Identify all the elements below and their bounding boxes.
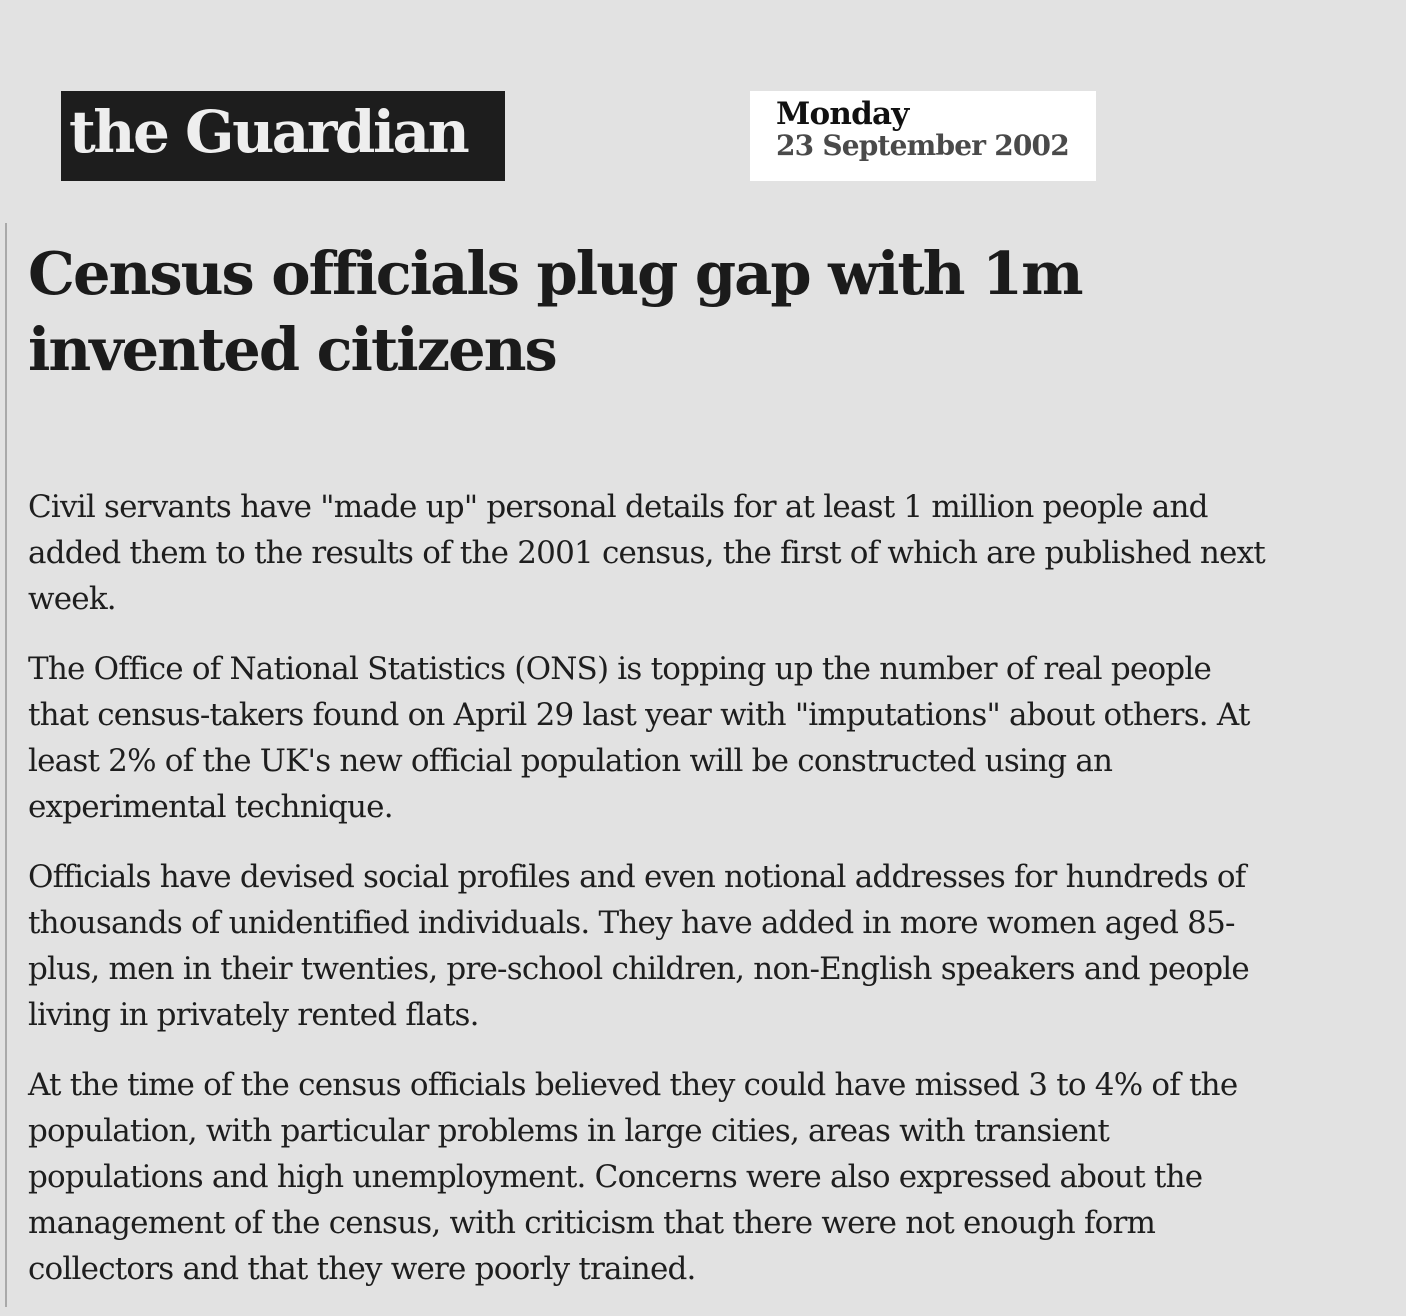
left-margin-rule bbox=[5, 223, 7, 1307]
dateline-date: 23 September 2002 bbox=[776, 129, 1069, 162]
dateline-box bbox=[750, 91, 1096, 181]
dateline-day: Monday bbox=[776, 96, 909, 132]
article-paragraph-2: The Office of National Statistics (ONS) is topping up the number of real people that census-takers found on April 29 last year with "imputations" about others. At least 2% of the UK's new official population will be constructed using an experimental technique. bbox=[28, 651, 1250, 825]
article-paragraph-4: At the time of the census officials believed they could have missed 3 to 4% of the population, with particular problems in large cities, areas with transient populations and high unemployment. Concerns were also expressed about the management of the census, with criticism that there were not enough form collectors and that they were poorly trained. bbox=[28, 1067, 1238, 1287]
article-paragraph-1: Civil servants have "made up" personal details for at least 1 million people and added them to the results of the 2001 census, the first of which are published next week. bbox=[28, 489, 1265, 617]
article-headline: Census officials plug gap with 1m invented citizens bbox=[28, 239, 1082, 384]
masthead-title: the Guardian bbox=[69, 98, 468, 166]
article-body bbox=[28, 484, 1273, 1316]
article-paragraph-3: Officials have devised social profiles and even notional addresses for hundreds of thousands of unidentified individuals. They have added in more women aged 85-plus, men in their twenties, pre-school children, non-English speakers and people living in privately rented flats. bbox=[28, 859, 1249, 1033]
guardian-logo bbox=[61, 91, 505, 181]
